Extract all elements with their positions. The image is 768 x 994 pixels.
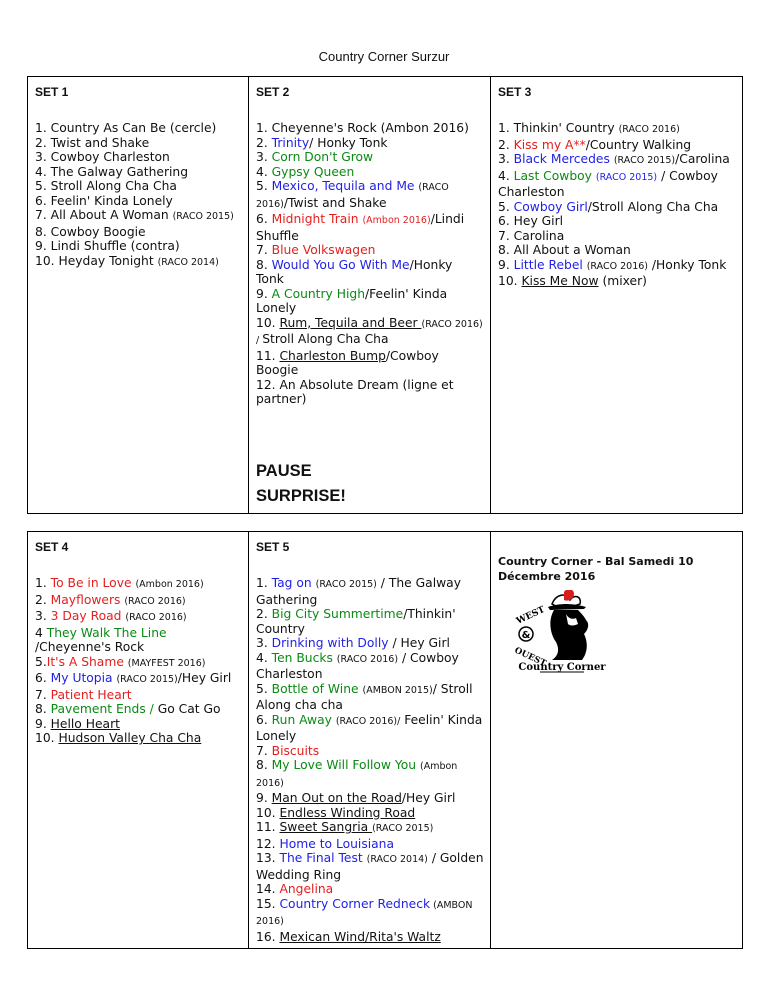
song-item	[35, 626, 242, 655]
set5-cell	[249, 532, 491, 949]
song-number: 7.	[35, 208, 51, 222]
song-item	[256, 136, 484, 151]
song-item	[35, 671, 242, 688]
song-number: 6.	[498, 214, 514, 228]
song-text: Run Away	[271, 712, 336, 727]
song-text: /Hey Girl	[177, 671, 232, 685]
song-item	[498, 200, 736, 215]
song-item	[35, 136, 242, 151]
song-number: 14.	[256, 882, 280, 896]
song-text: Biscuits	[271, 743, 320, 758]
song-text: Country As Can Be (cercle)	[50, 121, 217, 135]
song-item	[35, 655, 242, 672]
song-number: 6.	[256, 712, 272, 727]
song-item	[256, 758, 484, 791]
song-text: Stroll Along Cha Cha	[50, 179, 177, 193]
song-text: Would You Go With Me	[271, 257, 410, 272]
song-number: 10.	[35, 253, 59, 268]
song-text: Feelin' Kinda Lonely	[50, 193, 173, 208]
song-text: (Ambon 2016)	[256, 761, 458, 789]
set3-cell	[491, 77, 743, 514]
song-item	[256, 349, 484, 378]
song-text: Gypsy Queen	[271, 164, 355, 179]
set1-heading: SET 1	[35, 85, 69, 99]
set4-heading: SET 4	[35, 540, 69, 554]
song-text: /Stroll Along Cha Cha	[587, 199, 719, 214]
song-text: An Absolute Dream (ligne et partner)	[256, 377, 454, 406]
song-number: 4.	[256, 164, 272, 179]
song-item	[256, 682, 484, 713]
song-text: (RACO 2015)	[613, 155, 676, 166]
song-text: All About A Woman	[50, 208, 173, 222]
song-text: The Galway Gathering	[50, 164, 189, 179]
song-number: 1.	[256, 121, 272, 135]
song-text: Sweet Sangria	[279, 820, 373, 834]
song-number: 5.	[35, 179, 51, 193]
song-text: Drinking with Dolly	[271, 636, 389, 650]
song-item	[256, 287, 484, 316]
song-text: / The Galway Gathering	[256, 576, 461, 607]
song-text: Stroll Along Cha Cha	[262, 332, 389, 346]
song-text: / Hey Girl	[388, 636, 450, 650]
song-number: 8.	[35, 702, 51, 716]
song-text: (RACO 2016)	[256, 182, 449, 210]
song-item	[498, 138, 736, 153]
song-number: 11.	[256, 348, 280, 363]
song-number: 2.	[256, 135, 272, 150]
song-item	[256, 121, 484, 136]
song-item	[35, 165, 242, 180]
song-text: (Ambon 2016)	[135, 579, 204, 590]
song-item	[256, 316, 484, 349]
song-number: 6.	[35, 671, 51, 685]
song-item	[35, 208, 242, 225]
song-number: 6.	[256, 212, 272, 226]
song-number: 9.	[498, 257, 514, 272]
song-number: 16.	[256, 929, 280, 944]
song-text: It's A Shame	[46, 654, 128, 669]
song-item	[498, 169, 736, 200]
song-number: 2.	[35, 592, 51, 607]
cowgirl-logo-icon	[504, 590, 614, 680]
song-text: Home to Louisiana	[279, 836, 395, 851]
song-text: /Feelin' Kinda Lonely	[256, 286, 448, 315]
song-text: Heyday Tonight	[58, 253, 158, 268]
song-item	[256, 378, 484, 407]
song-text: Ten Bucks	[271, 650, 337, 665]
logo-ouest-text: OUEST	[512, 645, 548, 669]
song-text: /Carolina	[675, 152, 730, 166]
song-number: 3.	[256, 636, 272, 650]
song-text: Blue Volkswagen	[271, 243, 376, 257]
song-text: (RACO 2015)	[116, 674, 178, 685]
song-text: Kiss my A**	[513, 137, 586, 152]
song-item	[35, 254, 242, 271]
song-item	[256, 806, 484, 821]
surprise-line: SURPRISE!	[256, 486, 346, 505]
song-number: 3.	[35, 150, 51, 164]
song-item	[256, 212, 484, 243]
song-number: 10.	[35, 731, 59, 745]
song-number: 5.	[256, 681, 272, 696]
song-item	[256, 179, 484, 212]
song-text: (RACO 2015)	[372, 823, 434, 834]
song-text: (mixer)	[598, 274, 647, 288]
song-item	[256, 837, 484, 852]
song-text: Little Rebel	[513, 257, 587, 272]
song-text: Mexico, Tequila and Me	[271, 179, 419, 193]
song-item	[256, 791, 484, 806]
song-number: 1.	[35, 576, 51, 590]
song-text: Angelina	[279, 882, 334, 896]
set4-cell	[28, 532, 249, 949]
song-number: 4.	[498, 168, 514, 183]
set3-heading: SET 3	[498, 85, 532, 99]
song-number: 10.	[498, 274, 522, 288]
west-ouest-logo	[504, 590, 736, 684]
song-number: 5.	[256, 179, 272, 193]
song-text: Trinity	[271, 135, 310, 150]
song-text: Hey Girl	[513, 214, 564, 228]
song-text: Twist and Shake	[50, 135, 150, 150]
song-text: Cowboy Girl	[513, 199, 588, 214]
song-text: Kiss Me Now	[521, 274, 599, 288]
song-item	[256, 820, 484, 837]
song-text: They Walk The Line	[46, 625, 167, 640]
song-number: 2.	[256, 607, 272, 621]
song-item	[498, 121, 736, 138]
song-item	[256, 882, 484, 897]
song-number: 1.	[498, 121, 514, 135]
song-number: 12.	[256, 836, 280, 851]
song-item	[35, 702, 242, 717]
set1-cell	[28, 77, 249, 514]
song-text: All About a Woman	[513, 243, 631, 257]
song-text: Cowboy Charleston	[50, 150, 170, 164]
song-number: 9.	[256, 791, 272, 805]
set5-heading: SET 5	[256, 540, 290, 554]
song-text: Country Corner Redneck	[279, 896, 431, 911]
song-text: /Honky Tonk	[256, 257, 453, 286]
song-text: /Hey Girl	[401, 791, 456, 805]
song-number: 8.	[256, 758, 272, 772]
set1-list	[35, 121, 242, 270]
song-item	[498, 274, 736, 289]
song-item	[498, 229, 736, 244]
song-item	[498, 152, 736, 169]
song-text: A Country High	[271, 286, 365, 301]
song-item	[35, 593, 242, 610]
song-number: 10.	[256, 315, 280, 330]
song-number: 9.	[35, 239, 51, 253]
song-text: / Cowboy Charleston	[498, 168, 718, 199]
song-item	[35, 121, 242, 136]
song-number: 2.	[35, 135, 51, 150]
song-number: 4	[35, 625, 47, 640]
song-number: 8.	[35, 224, 51, 239]
song-text: /Honky Tonk	[648, 257, 727, 272]
song-text: Man Out on the Road	[271, 791, 402, 805]
song-text: Midnight Train	[271, 212, 363, 226]
song-text: Corn Don't Grow	[271, 150, 374, 164]
song-item	[498, 214, 736, 229]
song-text: (RACO 2016)	[336, 653, 399, 665]
song-text: My Utopia	[50, 671, 117, 685]
song-text: (RACO 2016)	[586, 260, 648, 272]
song-item	[35, 609, 242, 626]
song-text: Bottle of Wine	[271, 681, 363, 696]
song-number: 5.	[35, 654, 47, 669]
song-text: Rum, Tequila and Beer	[279, 315, 422, 330]
song-item	[35, 688, 242, 703]
song-number: 8.	[498, 243, 514, 257]
song-item	[256, 150, 484, 165]
logo-silhouette	[550, 610, 588, 660]
song-text: Black Mercedes	[513, 152, 614, 166]
song-text: (AMBON 2015)	[362, 684, 433, 696]
logo-brand-text: Country Corner	[518, 662, 606, 673]
set4-list	[35, 576, 242, 746]
song-item	[498, 243, 736, 258]
song-item	[256, 258, 484, 287]
song-number: 6.	[35, 193, 51, 208]
song-text: Cowboy Boogie	[50, 224, 146, 239]
song-item	[256, 607, 484, 636]
song-text: /Thinkin' Country	[256, 607, 456, 636]
song-number: 2.	[498, 137, 514, 152]
song-item	[256, 851, 484, 882]
song-item	[35, 717, 242, 732]
song-text: Hudson Valley Cha Cha	[58, 731, 202, 745]
song-item	[256, 576, 484, 607]
song-item	[256, 651, 484, 682]
song-number: 5.	[498, 199, 514, 214]
song-item	[256, 243, 484, 258]
song-text: /Cheyenne's Rock	[35, 640, 145, 654]
page-title: Country Corner Surzur	[318, 49, 450, 64]
song-text: / Cowboy Charleston	[256, 650, 459, 681]
song-number: 1.	[256, 576, 272, 590]
song-text: The Final Test	[279, 851, 367, 865]
song-text: Cheyenne's Rock (Ambon 2016)	[271, 121, 469, 135]
song-text: 3 Day Road	[50, 609, 126, 623]
song-item	[498, 258, 736, 275]
song-item	[256, 897, 484, 930]
song-text: /Country Walking	[585, 137, 692, 152]
song-item	[35, 576, 242, 593]
song-text: /Cowboy Boogie	[256, 348, 439, 377]
song-number: 12.	[256, 377, 280, 392]
song-text: (RACO 2016)	[618, 124, 680, 135]
song-text: My Love Will Follow You	[271, 758, 420, 772]
set3-list	[498, 121, 736, 289]
song-text: Pavement Ends /	[50, 702, 158, 716]
song-number: 15.	[256, 896, 280, 911]
song-item	[35, 225, 242, 240]
song-number: 7.	[256, 243, 272, 257]
song-number: 11.	[256, 820, 280, 834]
set2-list	[256, 121, 484, 407]
bal-cell	[491, 532, 743, 949]
song-text: To Be in Love	[50, 576, 136, 590]
song-number: 8.	[256, 257, 272, 272]
song-text: (RACO 2015)	[172, 211, 234, 222]
song-number: 3.	[256, 150, 272, 164]
song-text: Mexican Wind/Rita's Waltz	[279, 929, 441, 944]
song-text: (RACO 2016) /	[256, 318, 483, 346]
bottom-sets-table	[27, 531, 743, 949]
song-number: 10.	[256, 805, 280, 820]
song-text: Carolina	[513, 228, 565, 243]
song-text: /Lindi Shuffle	[256, 212, 465, 243]
song-text: Endless Winding Road	[279, 805, 416, 820]
song-text: (Ambon 2016)	[362, 215, 431, 226]
song-text: Feelin' Kinda Lonely	[256, 712, 483, 743]
song-number: 7.	[256, 743, 272, 758]
song-text: Last Cowboy	[513, 168, 596, 183]
pause-announcement	[256, 459, 484, 509]
bal-title: Country Corner - Bal Samedi 10 Décembre 2016	[498, 555, 694, 583]
song-text: Patient Heart	[50, 687, 132, 702]
logo-amp-text: &	[521, 630, 531, 641]
song-text: Charleston Bump	[279, 348, 386, 363]
song-number: 9.	[256, 286, 272, 301]
song-item	[256, 165, 484, 180]
song-text: / Golden Wedding Ring	[256, 851, 484, 882]
song-number: 3.	[35, 609, 51, 623]
song-item	[35, 731, 242, 746]
song-item	[35, 179, 242, 194]
song-text: / Honky Tonk	[309, 135, 388, 150]
song-text: (RACO 2016)/	[335, 715, 401, 727]
song-number: 4.	[35, 164, 51, 179]
song-text: / Stroll Along cha cha	[256, 681, 473, 712]
song-text: Thinkin' Country	[513, 121, 619, 135]
song-text: (MAYFEST 2016)	[127, 657, 206, 669]
song-text: (RACO 2015)	[595, 171, 658, 183]
song-number: 13.	[256, 851, 280, 865]
song-number: 1.	[35, 121, 51, 135]
song-text: Lindi Shuffle (contra)	[50, 239, 180, 253]
song-text: (AMBON 2016)	[256, 899, 473, 927]
song-number: 7.	[35, 687, 51, 702]
song-number: 7.	[498, 228, 514, 243]
song-text: (RACO 2014)	[157, 256, 219, 268]
song-item	[35, 150, 242, 165]
set2-cell	[249, 77, 491, 514]
song-item	[256, 713, 484, 744]
song-text: /Twist and Shake	[283, 195, 387, 210]
song-text: (RACO 2016)	[125, 612, 187, 623]
song-text: (RACO 2014)	[366, 854, 428, 865]
song-text: Big City Summertime	[271, 607, 404, 621]
song-text: (RACO 2016)	[124, 595, 186, 607]
song-item	[35, 239, 242, 254]
song-text: Hello Heart	[50, 716, 120, 731]
set2-heading: SET 2	[256, 85, 290, 99]
song-number: 3.	[498, 152, 514, 166]
set5-list	[256, 576, 484, 944]
song-item	[35, 194, 242, 209]
song-number: 9.	[35, 716, 51, 731]
song-item	[256, 930, 484, 945]
song-item	[256, 744, 484, 759]
song-text: Go Cat Go	[157, 702, 221, 716]
song-text: Mayflowers	[50, 592, 125, 607]
song-text: Tag on	[271, 576, 316, 590]
song-text: (RACO 2015)	[315, 579, 377, 590]
pause-line: PAUSE	[256, 461, 312, 480]
top-sets-table	[27, 76, 743, 514]
song-number: 4.	[256, 650, 272, 665]
song-item	[256, 636, 484, 651]
logo-west-text: WEST	[515, 604, 547, 627]
